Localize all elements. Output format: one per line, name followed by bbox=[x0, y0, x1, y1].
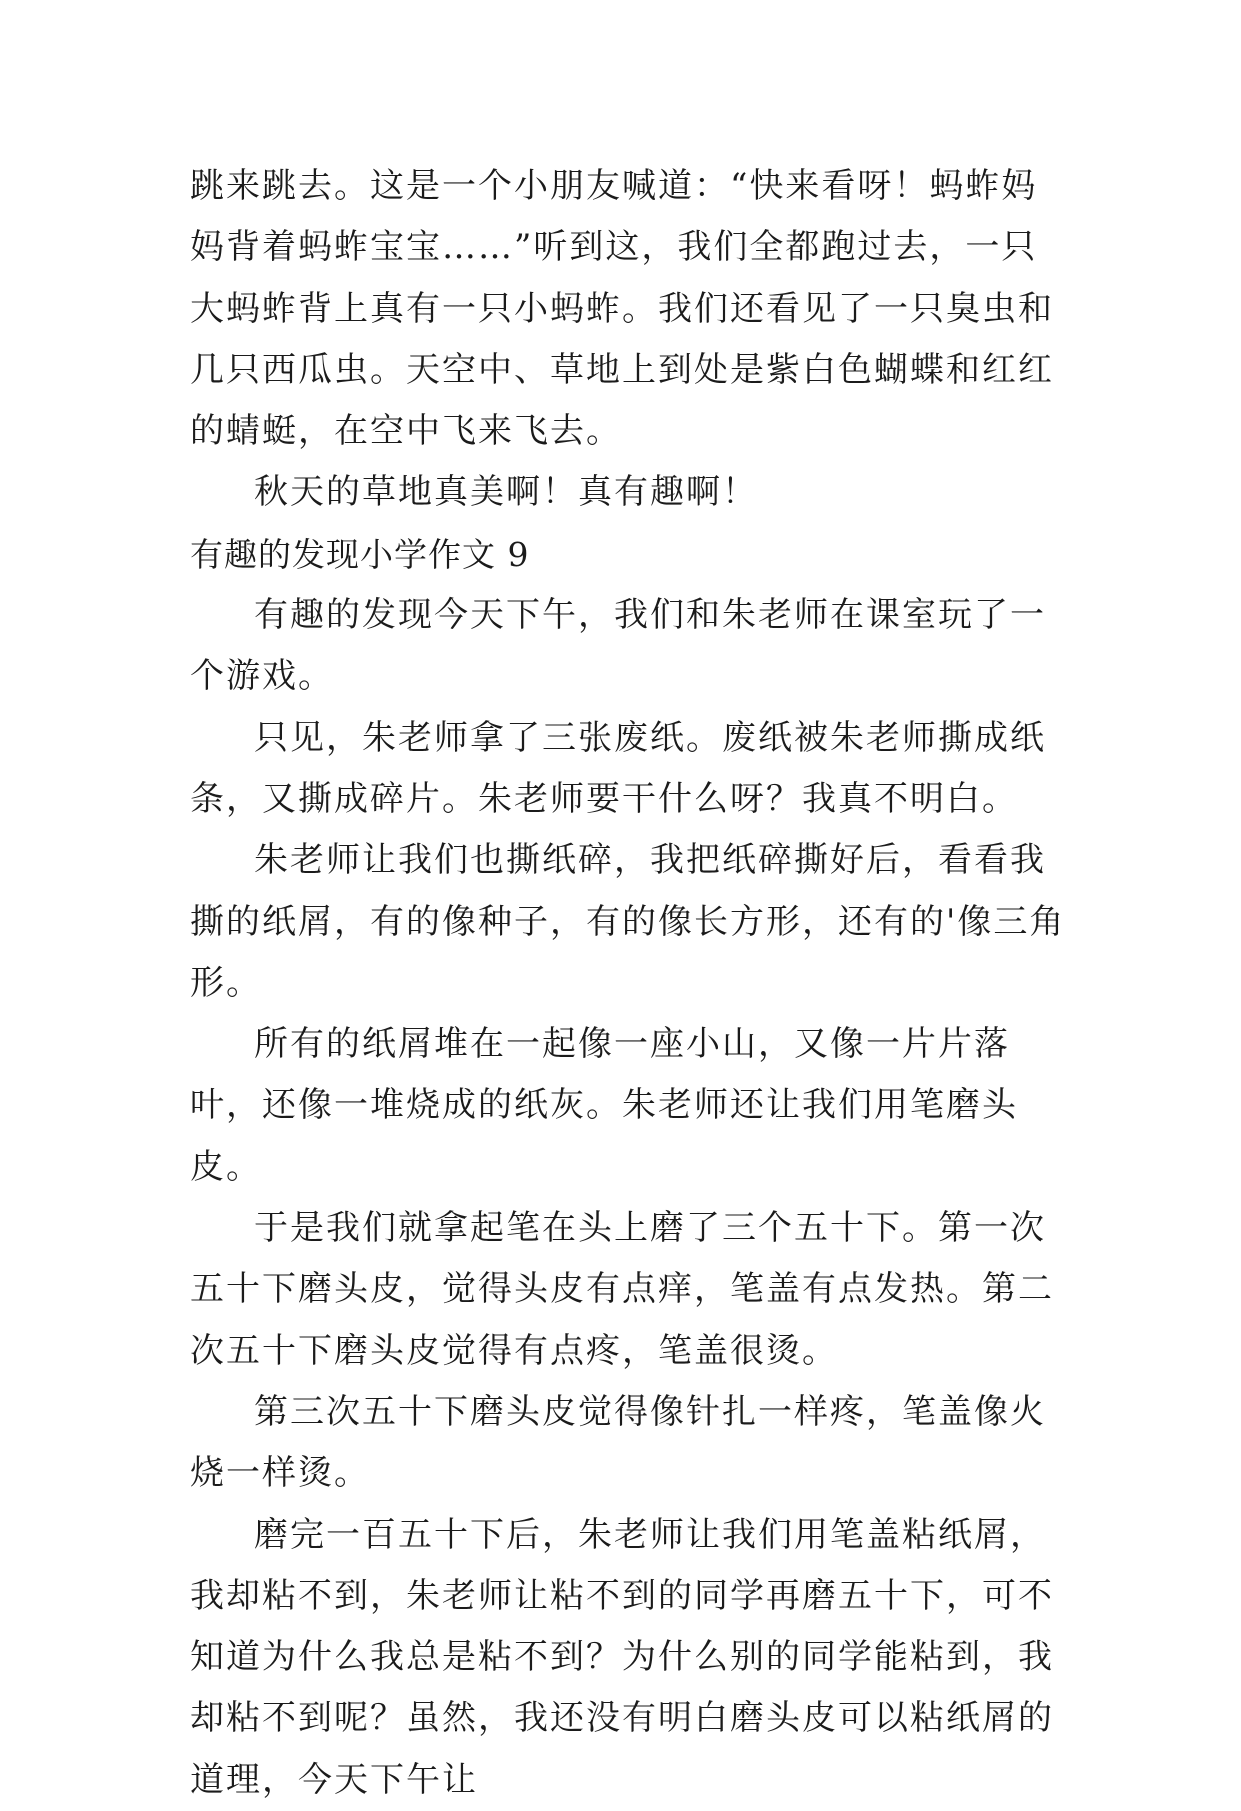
paragraph: 只见，朱老师拿了三张废纸。废纸被朱老师撕成纸条，又撕成碎片。朱老师要干什么呀？我真不明白。 bbox=[190, 717, 1046, 819]
paragraph: 磨完一百五十下后，朱老师让我们用笔盖粘纸屑，我却粘不到，朱老师让粘不到的同学再磨五十下，可不知道为什么我总是粘不到？为什么别的同学能粘到，我却粘不到呢？虽然，我还没有明白磨头皮可以粘纸屑的道理，今天下午让 bbox=[190, 1514, 1054, 1800]
paragraph: 秋天的草地真美啊！真有趣啊！ bbox=[254, 472, 758, 513]
paragraph-continuation: 跳来跳去。这是一个小朋友喊道：“快来看呀！蚂蚱妈妈背着蚂蚱宝宝……”听到这，我们全都跑过去，一只大蚂蚱背上真有一只小蚂蚱。我们还看见了一只臭虫和几只西瓜虫。天空中、草地上到处是紫白色蝴蝶和红红的蜻蜓，在空中飞来飞去。 bbox=[190, 166, 1054, 452]
paragraph: 于是我们就拿起笔在头上磨了三个五十下。第一次五十下磨头皮，觉得头皮有点痒，笔盖有点发热。第二次五十下磨头皮觉得有点疼，笔盖很烫。 bbox=[190, 1208, 1054, 1371]
paragraph: 朱老师让我们也撕纸碎，我把纸碎撕好后，看看我撕的纸屑，有的像种子，有的像长方形，还有的'像三角形。 bbox=[190, 840, 1066, 1003]
essay-title: 有趣的发现小学作文 9 bbox=[190, 534, 530, 574]
document-body bbox=[190, 156, 1070, 1811]
paragraph: 所有的纸屑堆在一起像一座小山，又像一片片落叶，还像一堆烧成的纸灰。朱老师还让我们用笔磨头皮。 bbox=[190, 1024, 1018, 1187]
paragraph: 有趣的发现今天下午，我们和朱老师在课室玩了一个游戏。 bbox=[190, 595, 1046, 697]
paragraph: 第三次五十下磨头皮觉得像针扎一样疼，笔盖像火烧一样烫。 bbox=[190, 1391, 1046, 1494]
